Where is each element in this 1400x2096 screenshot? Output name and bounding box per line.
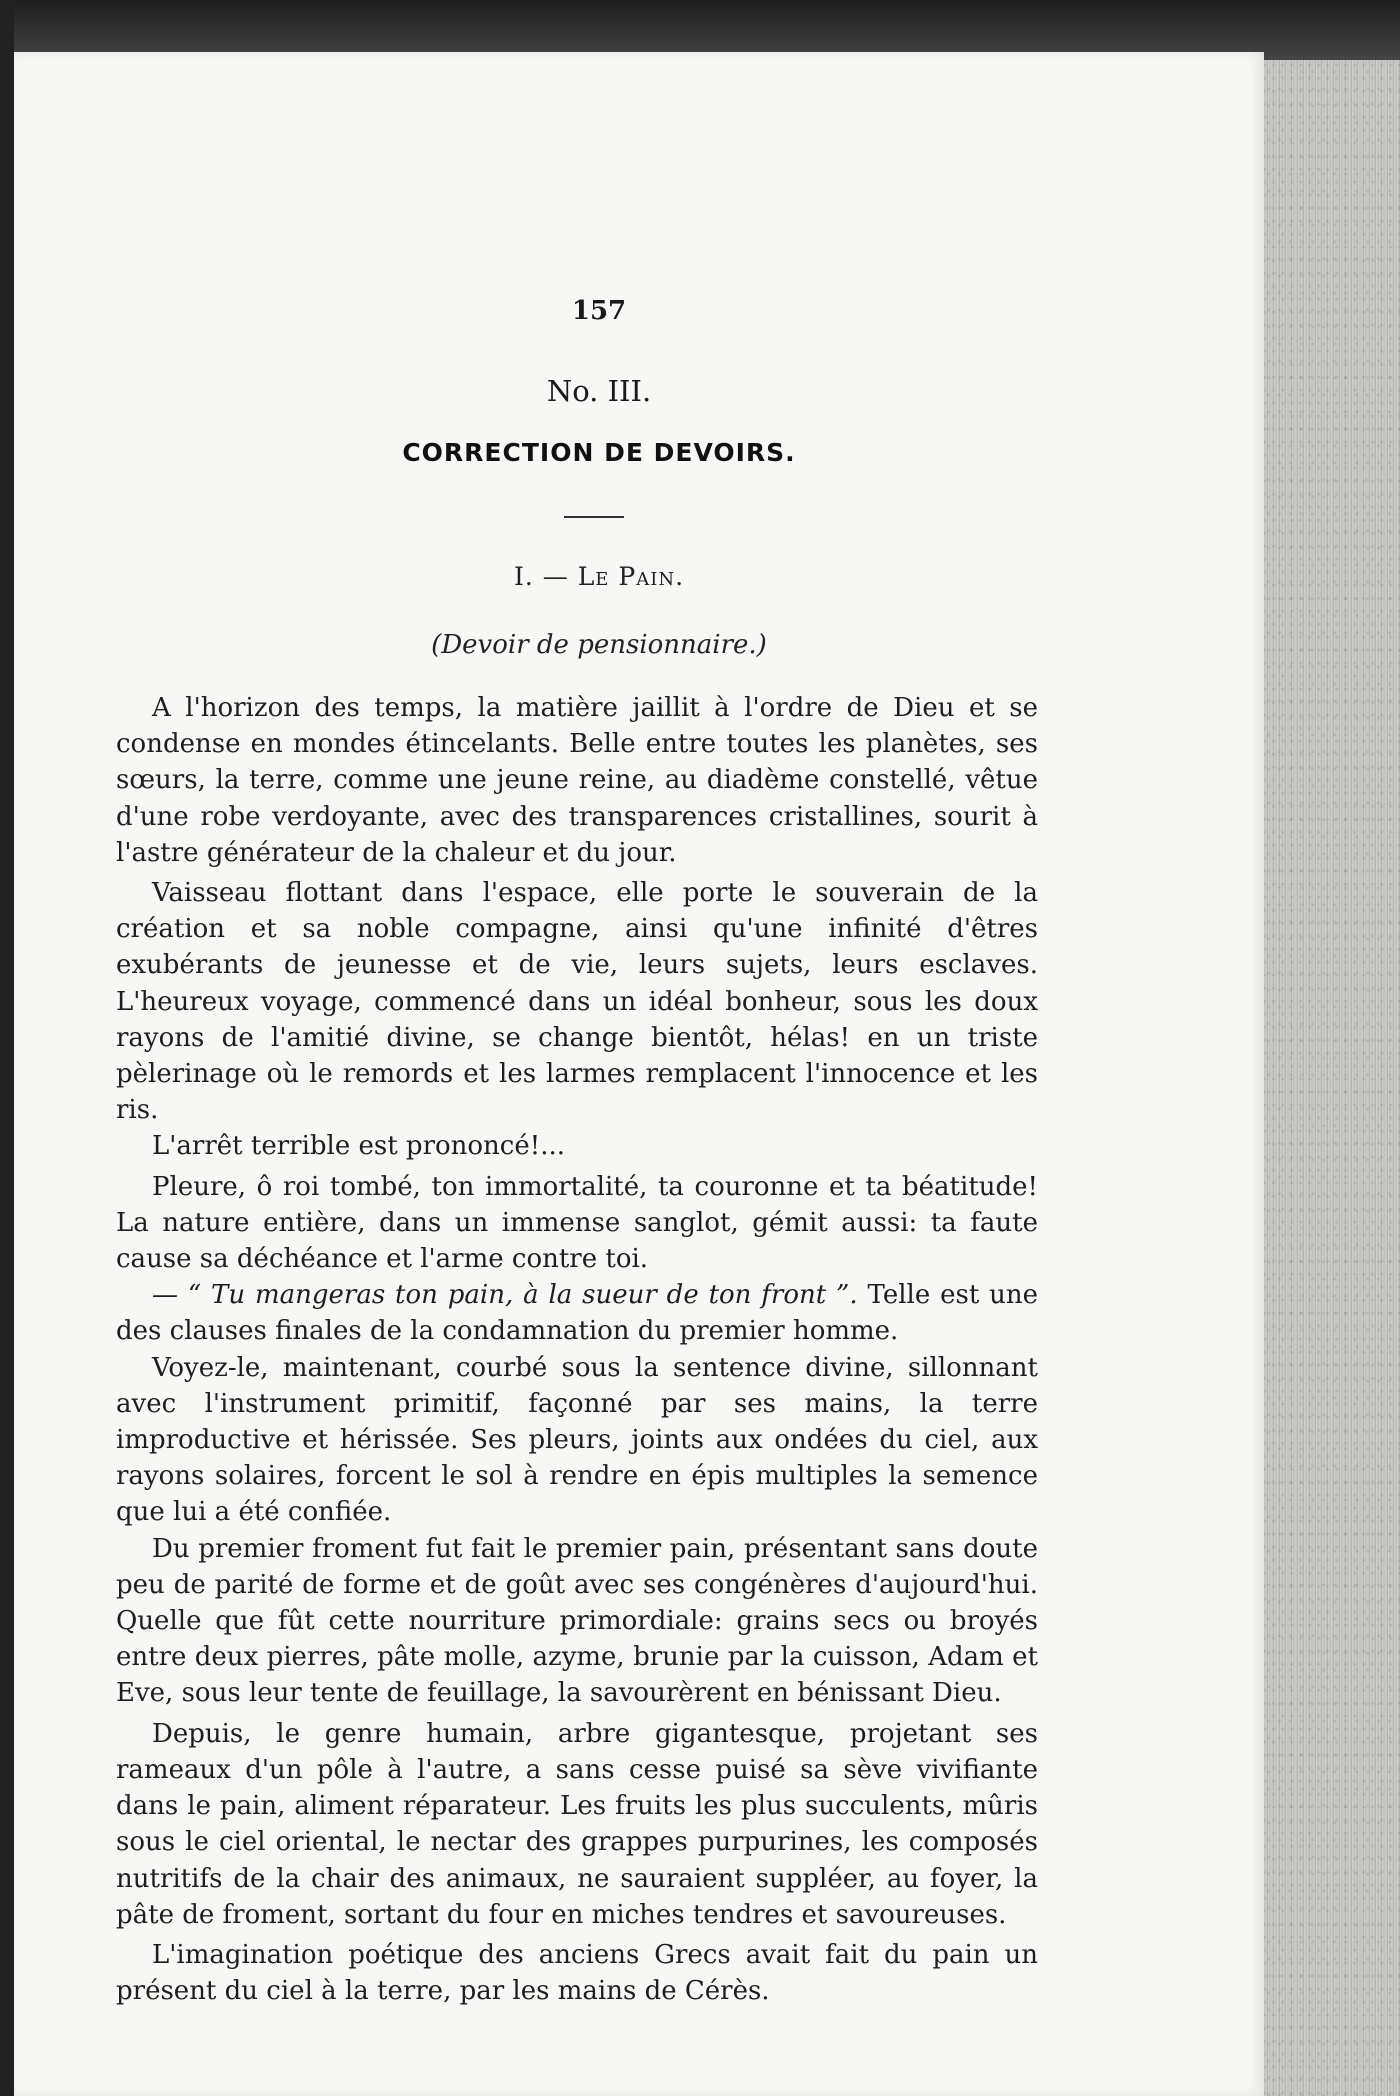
book-page (14, 52, 1264, 2096)
paragraph: L'imagination poétique des anciens Grecs avait fait du pain un présent du ciel à la terre, par les mains de Cérès. (116, 1939, 1038, 2007)
scan-left-border (0, 0, 14, 2096)
number-heading: No. III. (546, 374, 652, 408)
paragraph: Voyez-le, maintenant, courbé sous la sentence divine, sillonnant avec l'instrument primitif, façonné par ses mains, la terre improductive et hérissée. Ses pleurs, joints aux ondées du ciel, aux rayons solaires, forcent le sol à rendre en épis multiples la semence que lui a été confiée. (116, 1352, 1038, 1528)
book-page-edges (1262, 60, 1400, 2096)
scripture-quote: — “ Tu mangeras ton pain, à la sueur de ton front ”. (152, 1280, 858, 1311)
assignment-note: (Devoir de pensionnaire.) (431, 630, 767, 660)
paragraph: Depuis, le genre humain, arbre gigantesque, projetant ses rameaux d'un pôle à l'autre, a sans cesse puisé sa sève vivifiante dans le pain, aliment réparateur. Les fruits les plus succulents, mûris sous le ciel oriental, le nectar des grappes purpurines, les composés nutritifs de la chair des animaux, ne sauraient suppléer, au foyer, la pâte de froment, sortant du four en miches tendres et savoureuses. (116, 1718, 1038, 1930)
subheading: I. — Le Pain. (513, 562, 685, 591)
paragraph: L'arrêt terrible est prononcé!... (152, 1131, 565, 1162)
paragraph: Vaisseau flottant dans l'espace, elle porte le souverain de la création et sa noble compagne, ainsi qu'une infinité d'êtres exubérants de jeunesse et de vie, leurs sujets, leurs esclaves. L'heureux voyage, commencé dans un idéal bonheur, sous les doux rayons de l'amitié divine, se change bientôt, hélas! en un triste pèlerinage où le remords et les larmes remplacent l'innocence et les ris. (116, 878, 1038, 1126)
paragraph: A l'horizon des temps, la matière jaillit à l'ordre de Dieu et se condense en mondes étincelants. Belle entre toutes les planètes, ses sœurs, la terre, comme une jeune reine, au diadème constellé, vêtue d'une robe verdoyante, avec des transparences cristallines, sourit à l'astre générateur de la chaleur et du jour. (116, 693, 1038, 868)
paragraph: Pleure, ô roi tombé, ton immortalité, ta couronne et ta béatitude! La nature entière, dans un immense sanglot, gémit aussi: ta faute cause sa déchéance et l'arme contre toi. (116, 1171, 1038, 1275)
body-text (116, 690, 1038, 2009)
title-divider (564, 516, 624, 518)
paragraph-quote (116, 1277, 1038, 1349)
page-number: 157 (571, 296, 627, 326)
section-title: CORRECTION DE DEVOIRS. (402, 438, 796, 467)
quote-continuation: Telle est une des clauses finales de la condamnation du premier homme. (116, 1280, 1039, 1347)
paragraph: Du premier froment fut fait le premier pain, présentant sans doute peu de parité de forme et de goût avec ses congénères d'aujourd'hui. Quelle que fût cette nourriture primordiale: grains secs ou broyés entre deux pierres, pâte molle, azyme, brunie par la cuisson, Adam et Eve, sous leur tente de feuillage, la savourèrent en bénissant Dieu. (116, 1533, 1038, 1709)
